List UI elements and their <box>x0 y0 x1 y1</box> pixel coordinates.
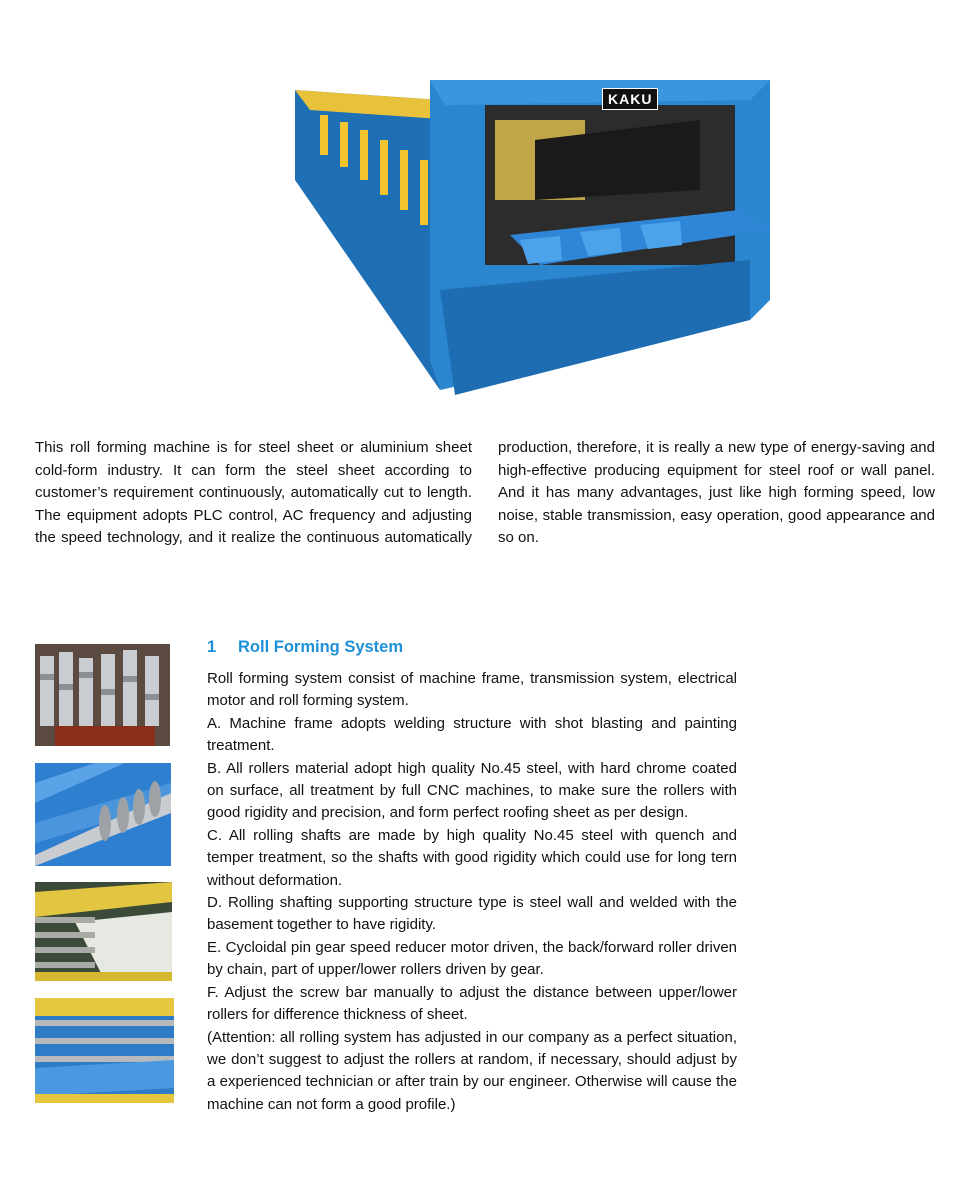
paragraph-f: F. Adjust the screw bar manually to adjust the distance between upper/lower rollers for difference thickness of sheet. <box>207 983 737 1024</box>
intro-paragraph-left: This roll forming machine is for steel sheet or aluminium sheet cold-form industry. It can form the steel sheet according to customer’s requirement continuously, automatically cut to length. The equipment adopts PLC control, AC frequency and adjusting the speed technology, and it realize the continuous automatically <box>35 439 472 546</box>
paragraph-c: C. All rolling shafts are made by high quality No.45 steel with quench and temper treatment, so the shafts with good rigidity which could use for long tern without deformation. <box>207 826 737 889</box>
section-body <box>207 668 737 1116</box>
forming-line-photo <box>35 882 172 981</box>
paragraph-a: A. Machine frame adopts welding structure with shot blasting and painting treatment. <box>207 714 737 755</box>
paragraph-attention: (Attention: all rolling system has adjusted in our company as a perfect situation, we don’t suggest to adjust the rollers at random, if necessary, should adjust by a experienced technician or after train by our engineer. Otherwise will cause the machine can not form a good profile.) <box>207 1028 737 1113</box>
section-heading <box>207 638 403 657</box>
section-title: Roll Forming System <box>238 638 404 656</box>
paragraph-intro: Roll forming system consist of machine frame, transmission system, electrical motor and roll forming system. <box>207 670 737 710</box>
rollers-stack-photo <box>35 644 170 746</box>
intro-paragraph-right: production, therefore, it is really a new type of energy-saving and high-effective producing equipment for steel roof or wall panel. And it has many advantages, just like high forming speed, low noise, stable transmission, easy operation, good appearance and so on. <box>498 439 935 546</box>
paragraph-e: E. Cycloidal pin gear speed reducer motor driven, the back/forward roller driven by chain, part of upper/lower rollers driven by gear. <box>207 938 737 979</box>
roll-forming-machine-image <box>280 60 780 400</box>
brand-label: KAKU <box>602 88 658 110</box>
roller-shaft-photo <box>35 763 171 866</box>
blue-sheet-rollers-photo <box>35 998 174 1103</box>
paragraph-d: D. Rolling shafting supporting structure type is steel wall and welded with the basement together to have rigidity. <box>207 894 737 934</box>
section-number: 1 <box>207 638 217 656</box>
paragraph-b: B. All rollers material adopt high quality No.45 steel, with hard chrome coated on surface, all treatment by full CNC machines, to make sure the rollers with good rigidity and precision, and form perfect roofing sheet as per design. <box>207 759 737 822</box>
